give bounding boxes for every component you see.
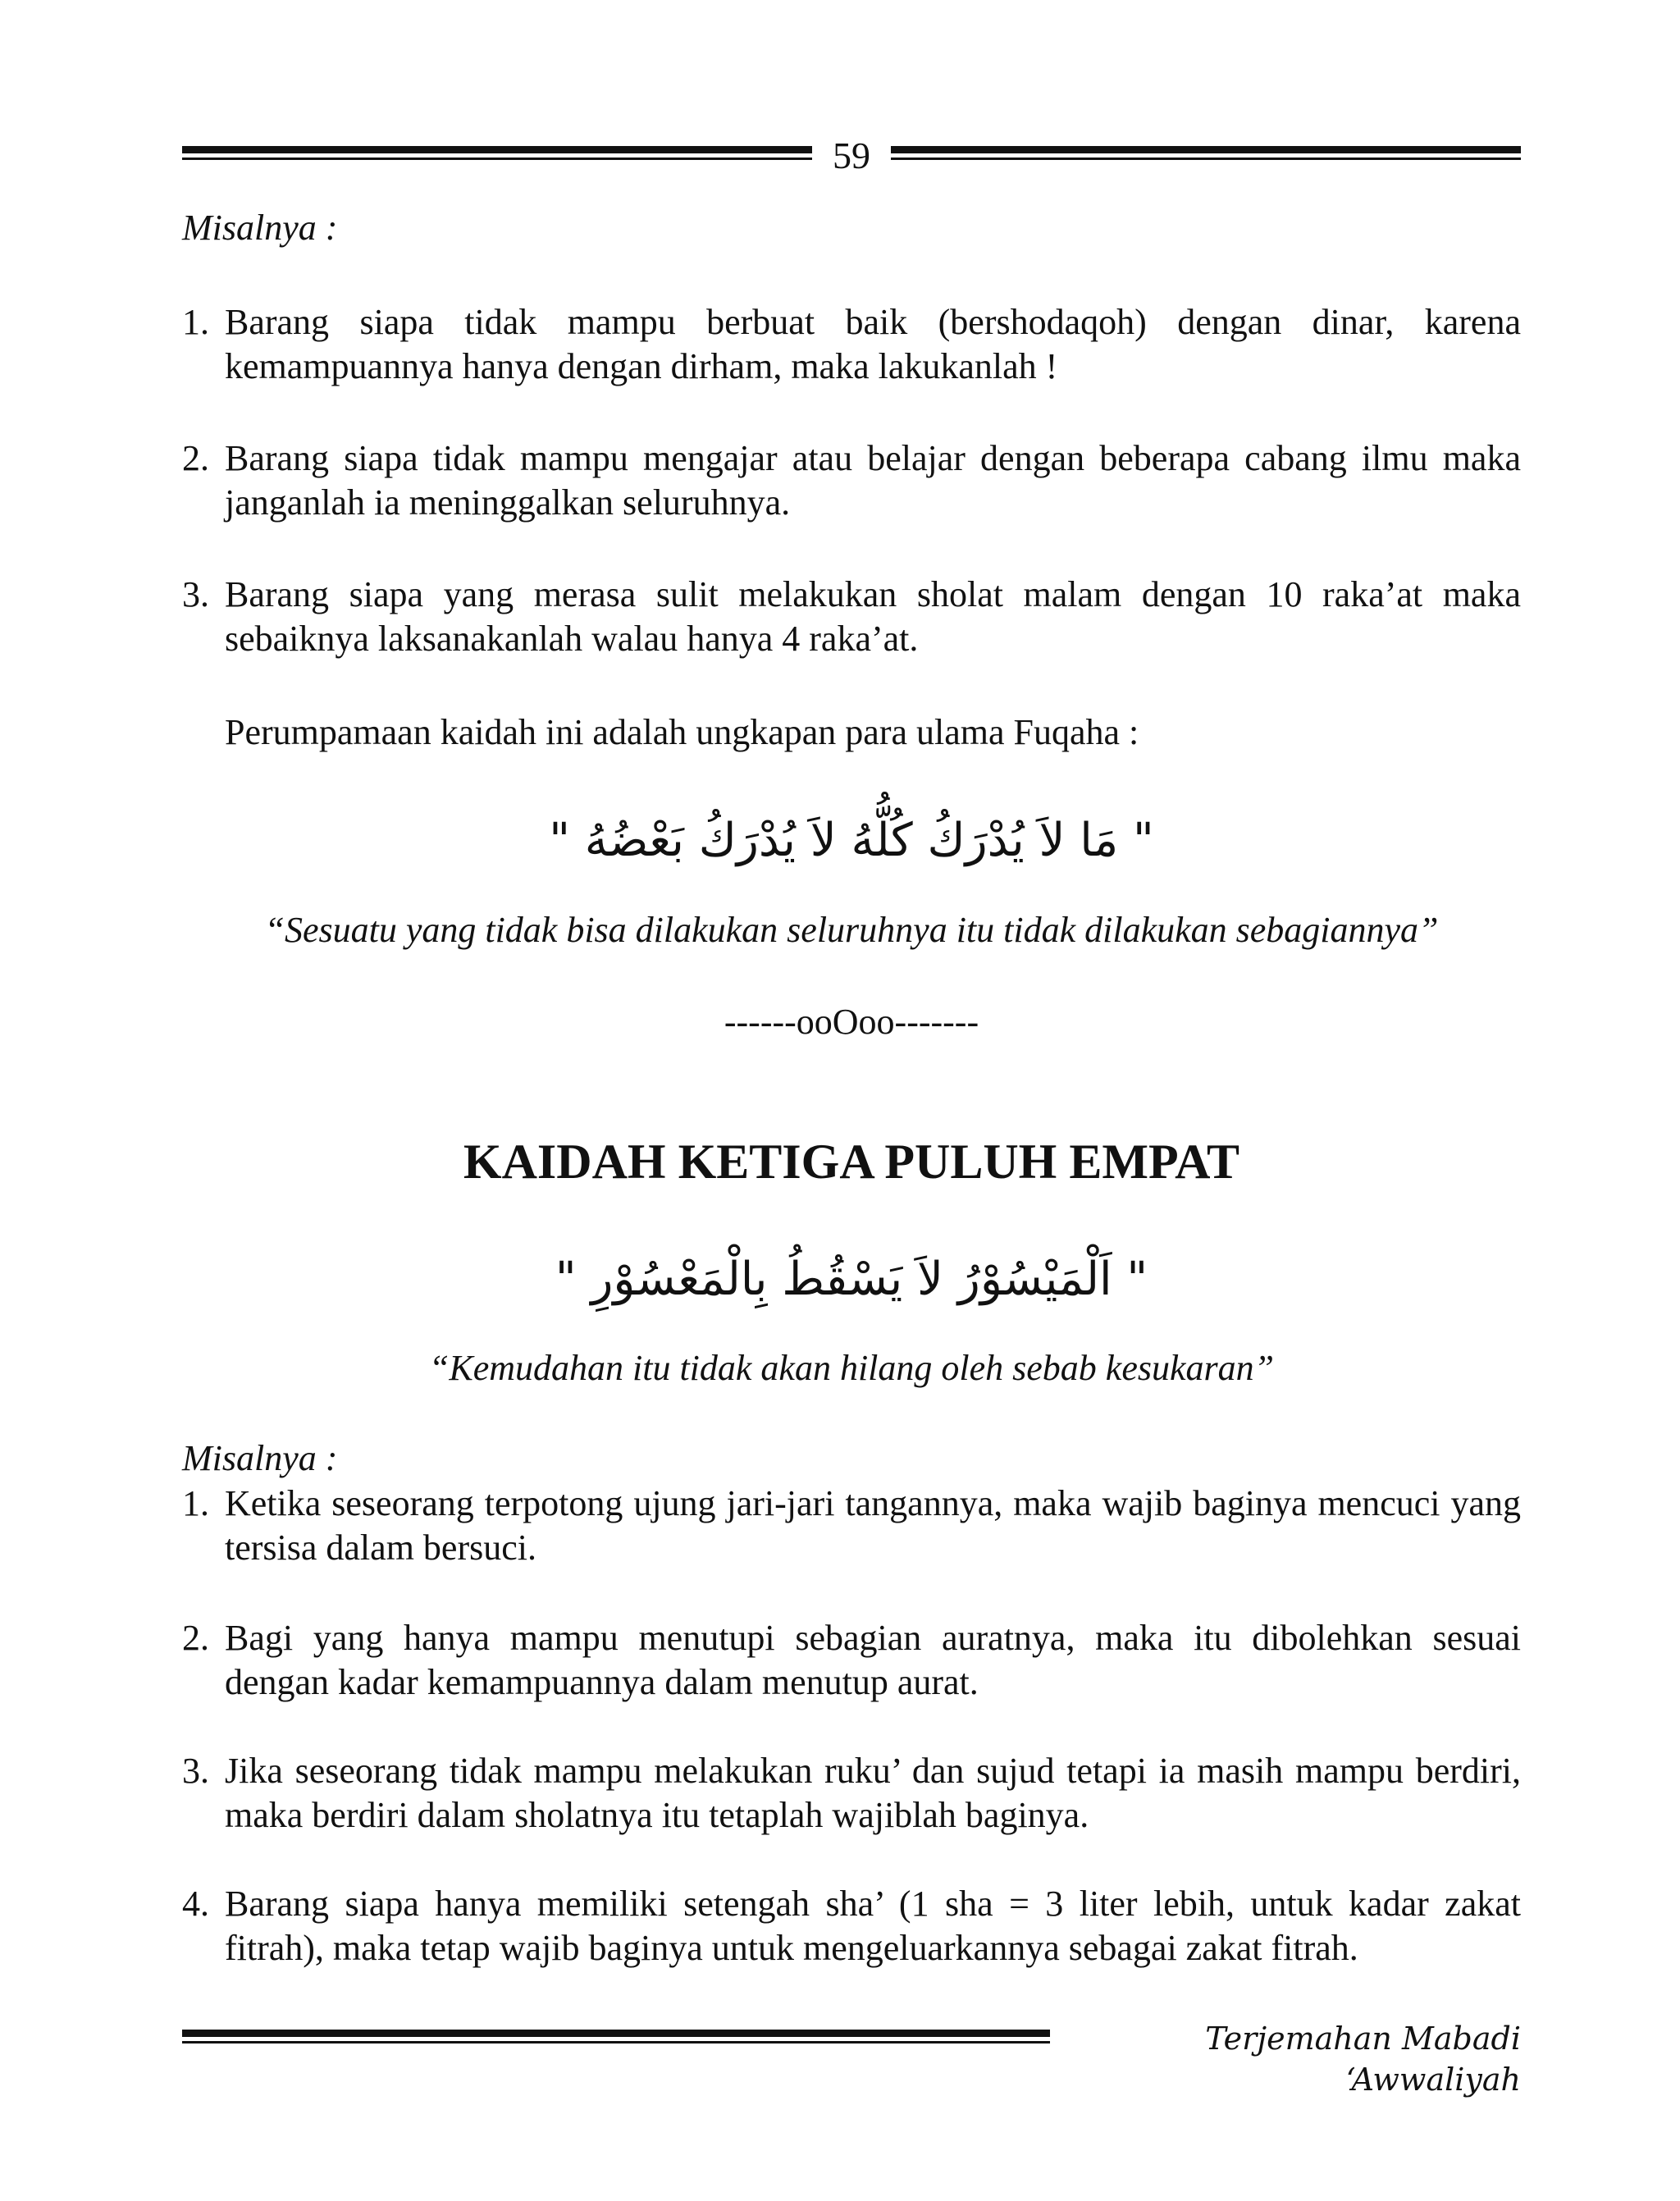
example-label: Misalnya :	[182, 1438, 338, 1478]
list-item	[182, 300, 1521, 389]
arabic-maxim: " اَلْمَيْسُوْرُ لاَ يَسْقُطُ بِالْمَعْسُوْرِ "	[555, 1253, 1148, 1306]
list-item-number: 2.	[182, 438, 209, 478]
book-title: Terjemahan Mabadi ‘Awwaliyah	[1205, 2021, 1521, 2098]
section-title: KAIDAH KETIGA PULUH EMPAT	[463, 1135, 1240, 1189]
list-item-text: Barang siapa hanya memiliki setengah sha’ (1 sha = 3 liter lebih, untuk kadar zakat fitrah), maka tetap wajib baginya untuk mengeluarkannya sebagai zakat fitrah.	[225, 1884, 1521, 1968]
list-item	[182, 1882, 1521, 1970]
page-footer	[182, 2018, 1521, 2098]
list-item-text: Jika seseorang tidak mampu melakukan ruku’ dan sujud tetapi ia masih mampu berdiri, maka berdiri dalam sholatnya itu tetaplah wajiblah baginya.	[225, 1751, 1521, 1835]
section-separator: ------ooOoo-------	[724, 1002, 979, 1042]
footer-rule	[182, 2030, 1050, 2043]
intro-paragraph: Perumpamaan kaidah ini adalah ungkapan para ulama Fuqaha :	[225, 712, 1139, 752]
list-item-text: Bagi yang hanya mampu menutupi sebagian auratnya, maka itu dibolehkan sesuai dengan kadar kemampuannya dalam menutup aurat.	[225, 1618, 1521, 1702]
list-item-number: 3.	[182, 1751, 209, 1791]
list-item	[182, 1482, 1521, 1570]
page-header	[182, 131, 1521, 180]
maxim-translation: “Kemudahan itu tidak akan hilang oleh sebab kesukaran”	[428, 1348, 1275, 1388]
list-item	[182, 573, 1521, 661]
list-item	[182, 436, 1521, 525]
list-item-text: Barang siapa tidak mampu berbuat baik (bershodaqoh) dengan dinar, karena kemampuannya hanya dengan dirham, maka lakukanlah !	[225, 302, 1521, 386]
list-item	[182, 1749, 1521, 1838]
list-item-text: Ketika seseorang terpotong ujung jari-jari tangannya, maka wajib baginya mencuci yang tersisa dalam bersuci.	[225, 1483, 1521, 1568]
example-label: Misalnya :	[182, 208, 338, 248]
header-rule-right	[891, 146, 1521, 160]
arabic-maxim: " مَا لاَ يُدْرَكُ كُلُّهُ لاَ يُدْرَكُ بَعْضُهُ "	[549, 814, 1154, 867]
list-item-number: 1.	[182, 302, 209, 342]
list-item-text: Barang siapa tidak mampu mengajar atau belajar dengan beberapa cabang ilmu maka janganlah ia meninggalkan seluruhnya.	[225, 438, 1521, 523]
list-item-number: 3.	[182, 574, 209, 614]
maxim-translation: “Sesuatu yang tidak bisa dilakukan seluruhnya itu tidak dilakukan sebagiannya”	[264, 910, 1439, 950]
list-item	[182, 1616, 1521, 1705]
list-item-text: Barang siapa yang merasa sulit melakukan sholat malam dengan 10 raka’at maka sebaiknya laksanakanlah walau hanya 4 raka’at.	[225, 574, 1521, 659]
page-number: 59	[833, 135, 870, 176]
header-rule-left	[182, 146, 812, 160]
list-item-number: 4.	[182, 1884, 209, 1924]
list-item-number: 2.	[182, 1618, 209, 1658]
list-item-number: 1.	[182, 1483, 209, 1523]
